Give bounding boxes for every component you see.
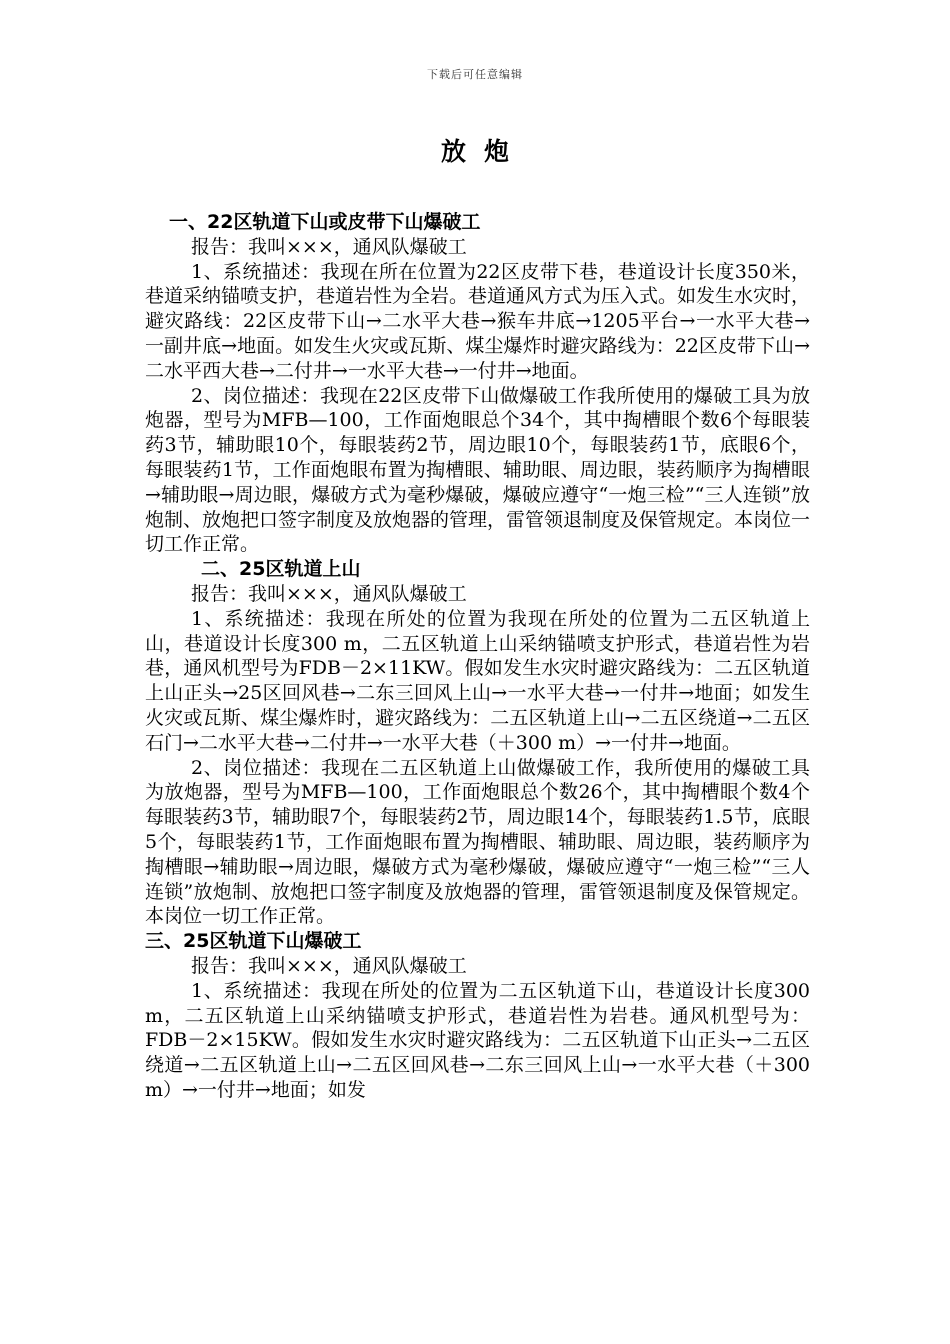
- page-title: 放炮: [440, 137, 527, 166]
- section-heading-1: 一、22区轨道下山或皮带下山爆破工: [169, 211, 481, 233]
- system-description-2: 1、系统描述：我现在所处的位置为我现在所处的位置为二五区轨道上山，巷道设计长度300 m，二五区轨道上山采纳锚喷支护形式，巷道岩性为岩巷，通风机型号为FDB－2×11KW。假如发生水灾时避灾路线为：二五区轨道上山正头→25区回风巷→二东三回风上山→一水平大巷→一付井→地面；如发生火灾或瓦斯、煤尘爆炸时，避灾路线为：二五区轨道上山→二五区绕道→二五区石门→二水平大巷→二付井→一水平大巷（＋300 m）→一付井→地面。: [145, 607, 810, 754]
- report-line-1: 报告：我叫×××，通风队爆破工: [191, 235, 467, 258]
- report-line-2: 报告：我叫×××，通风队爆破工: [191, 582, 467, 605]
- document-body: [145, 210, 810, 1103]
- header-note: 下载后可任意编辑: [427, 68, 523, 81]
- system-description-1: 1、系统描述：我现在所在位置为22区皮带下巷，巷道设计长度350米，巷道采纳锚喷支护，巷道岩性为全岩。巷道通风方式为压入式。如发生水灾时，避灾路线：22区皮带下山→二水平大巷→猴车井底→1205平台→一水平大巷→一副井底→地面。如发生火灾或瓦斯、煤尘爆炸时避灾路线为：22区皮带下山→二水平西大巷→二付井→一水平大巷→一付井→地面。: [145, 260, 811, 382]
- post-description-2: 2、岗位描述：我现在二五区轨道上山做爆破工作，我所使用的爆破工具为放炮器，型号为MFB—100，工作面炮眼总个数26个，其中掏槽眼个数4个每眼装药3节，辅助眼7个，每眼装药2节，周边眼14个，每眼装药1.5节，底眼5个，每眼装药1节，工作面炮眼布置为掏槽眼、辅助眼、周边眼，装药顺序为掏槽眼→辅助眼→周边眼，爆破方式为毫秒爆破，爆破应遵守“一炮三检”“三人连锁”放炮制、放炮把口签字制度及放炮器的管理，雷管领退制度及保管规定。本岗位一切工作正常。: [145, 756, 810, 928]
- system-description-3: 1、系统描述：我现在所处的位置为二五区轨道下山，巷道设计长度300 m，二五区轨道上山采纳锚喷支护形式，巷道岩性为岩巷。通风机型号为：FDB－2×15KW。假如发生水灾时避灾路线为：二五区轨道下山正头→二五区绕道→二五区轨道上山→二五区回风巷→二东三回风上山→一水平大巷（＋300 m）→一付井→地面；如发: [145, 979, 810, 1101]
- report-line-3: 报告：我叫×××，通风队爆破工: [191, 954, 467, 977]
- section-heading-2: 二、25区轨道上山: [201, 558, 361, 581]
- section-heading-3: 三、25区轨道下山爆破工: [145, 930, 362, 953]
- post-description-1: 2、岗位描述：我现在22区皮带下山做爆破工作我所使用的爆破工具为放炮器，型号为MFB—100，工作面炮眼总个34个，其中掏槽眼个数6个每眼装药3节，辅助眼10个，每眼装药2节，周边眼10个，每眼装药1节，底眼6个，每眼装药1节，工作面炮眼布置为掏槽眼、辅助眼、周边眼，装药顺序为掏槽眼→辅助眼→周边眼，爆破方式为毫秒爆破，爆破应遵守“一炮三检”“三人连锁”放炮制、放炮把口签字制度及放炮器的管理，雷管领退制度及保管规定。本岗位一切工作正常。: [145, 384, 811, 556]
